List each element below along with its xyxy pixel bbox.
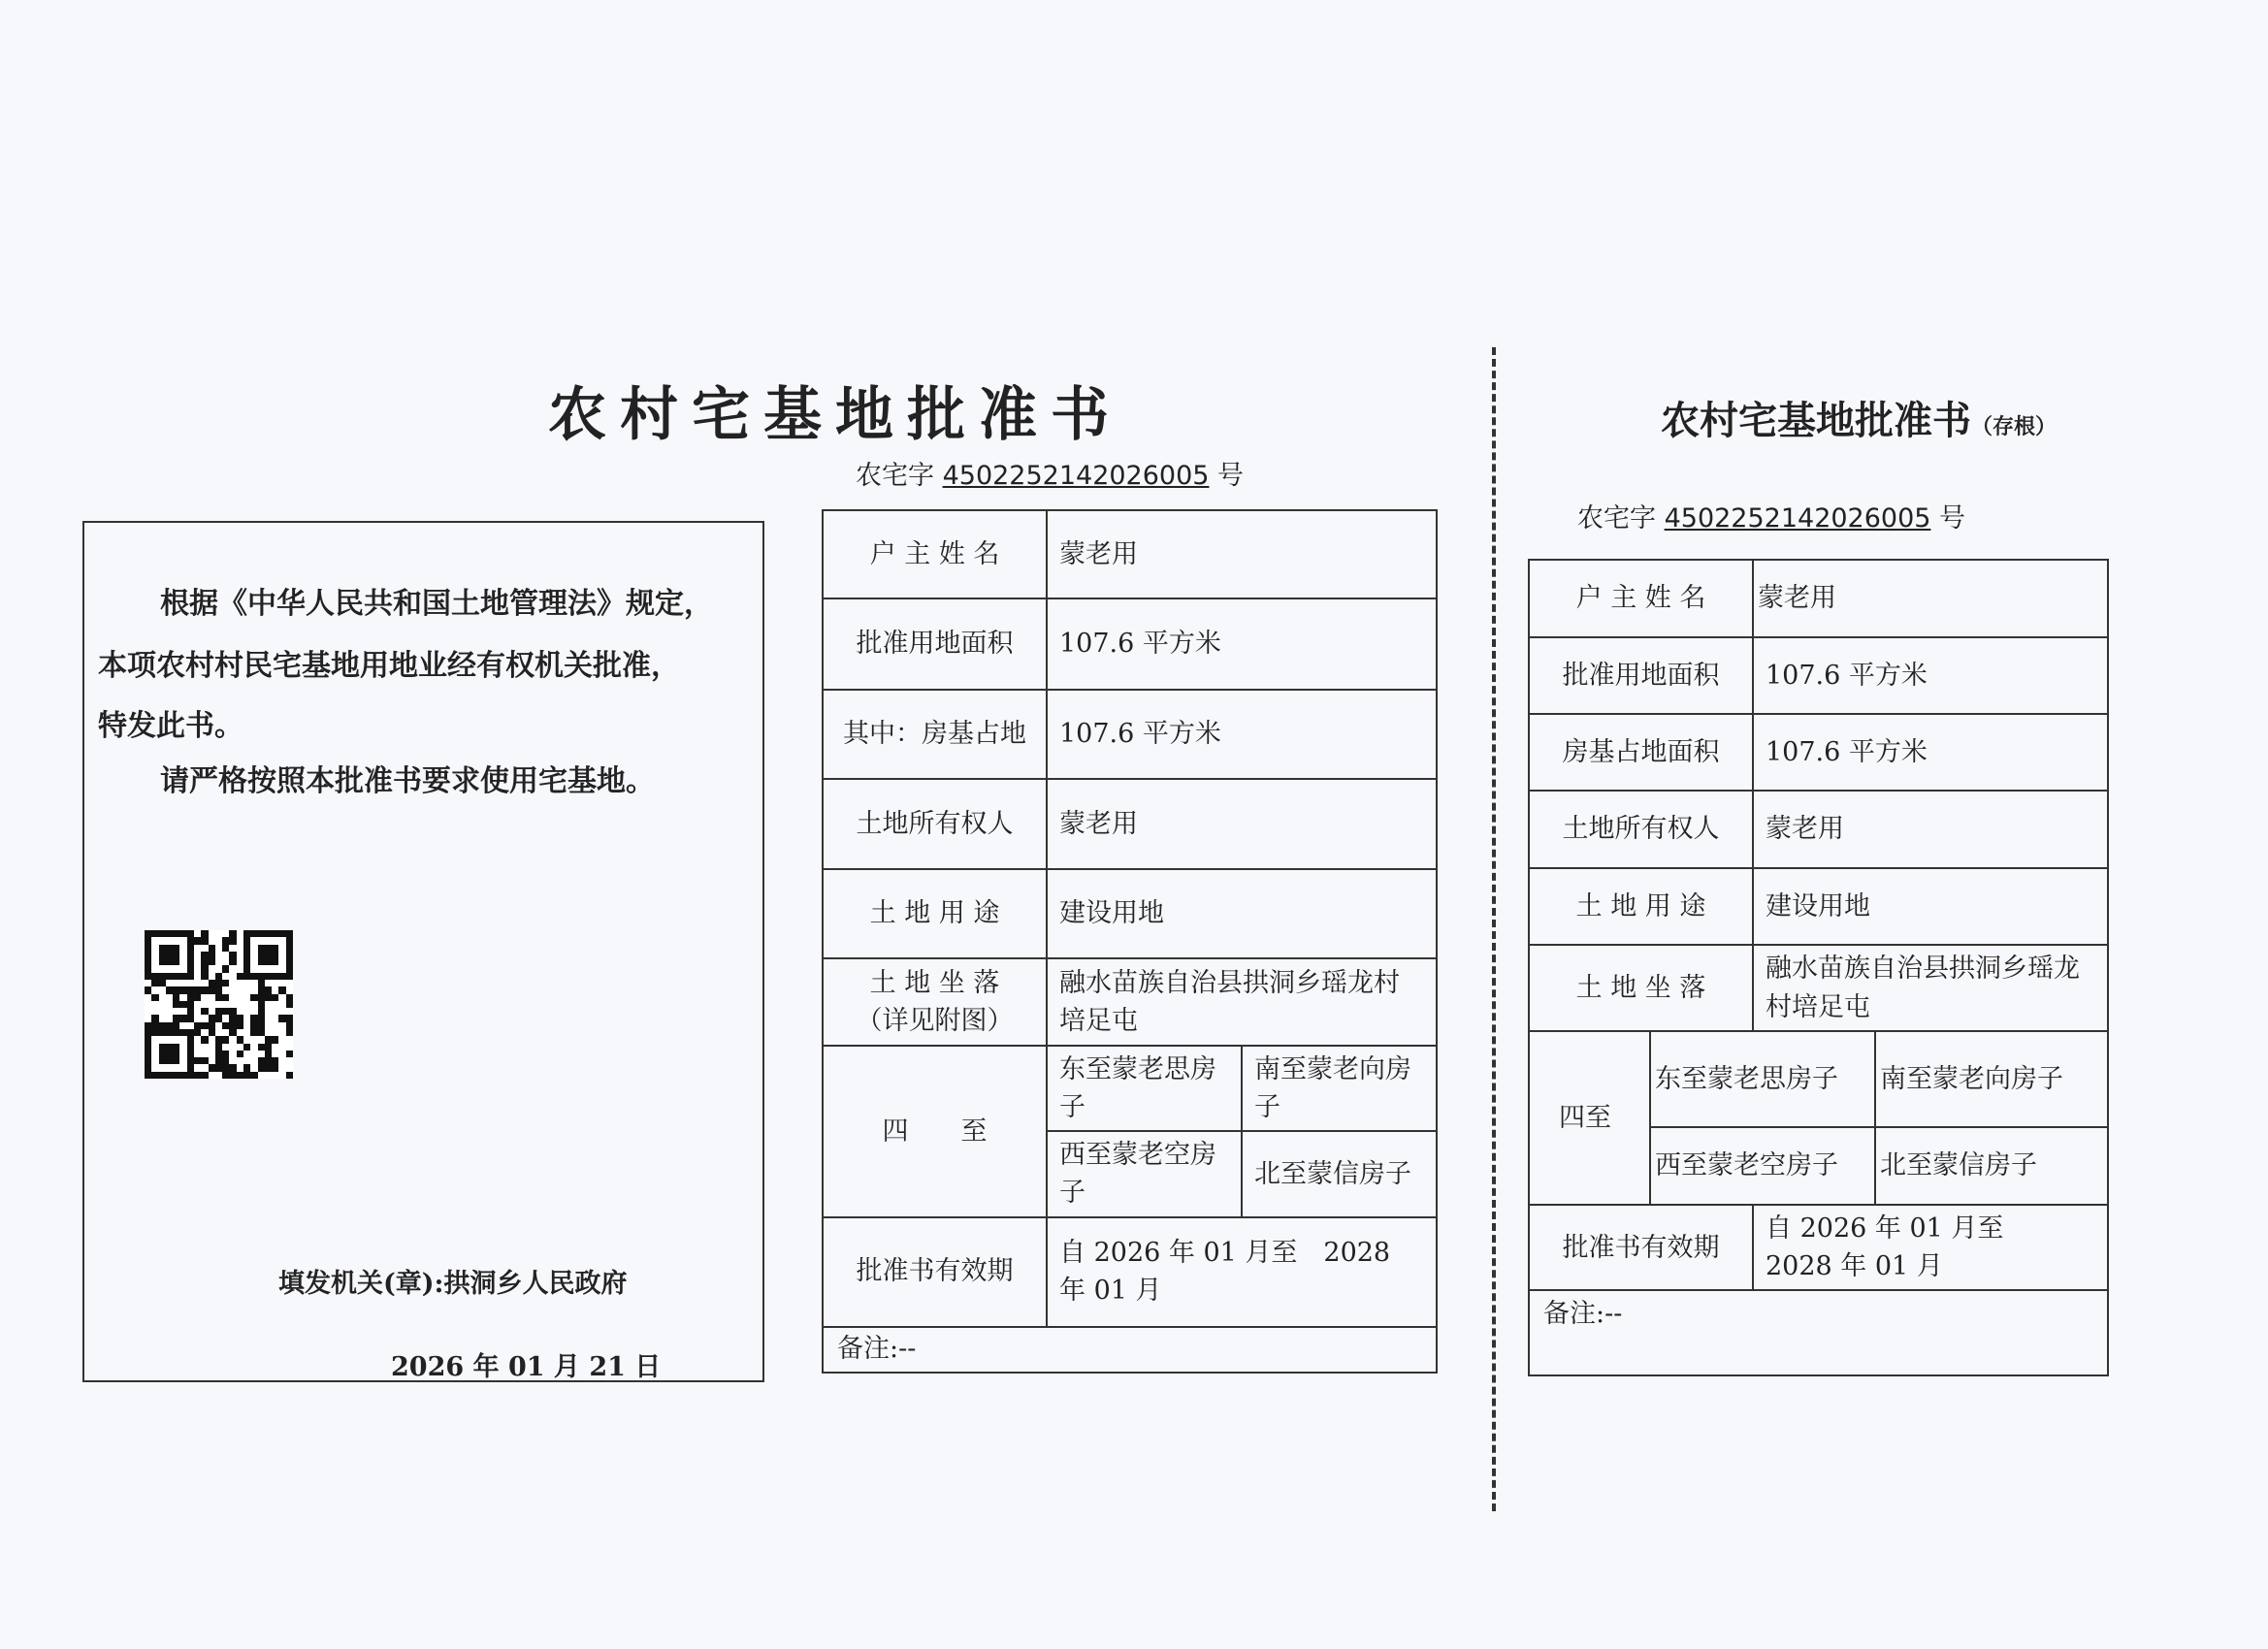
valid-label: 批准书有效期 — [1529, 1205, 1753, 1290]
base-label: 房基占地面积 — [1529, 714, 1753, 791]
stub-title-suffix: （存根） — [1971, 414, 2057, 439]
land-owner-value: 蒙老用 — [1047, 779, 1437, 869]
area-label: 批准用地面积 — [1529, 637, 1753, 714]
issuer: 填发机关(章):拱洞乡人民政府 — [278, 1269, 628, 1299]
valid-label: 批准书有效期 — [823, 1217, 1047, 1327]
area-value: 107.6 平方米 — [1047, 598, 1437, 690]
main-title: 农村宅基地批准书 — [548, 381, 1122, 449]
statement-line: 根据《中华人民共和国土地管理法》规定， — [160, 587, 713, 621]
location-label — [823, 958, 1047, 1046]
south-bound: 南至蒙老向房子 — [1242, 1046, 1437, 1131]
number-suffix: 号 — [1939, 503, 1966, 534]
main-number — [856, 454, 1244, 492]
base-label: 其中：房基占地 — [823, 690, 1047, 779]
stub-table — [1528, 559, 2109, 1376]
number-prefix: 农宅字 — [1577, 503, 1656, 534]
statement-line: 本项农村村民宅基地用地业经有权机关批准， — [98, 649, 680, 683]
bounds-label: 四至 — [1529, 1031, 1650, 1205]
remark: 备注:-- — [1529, 1290, 2108, 1375]
west-bound: 西至蒙老空房子 — [1650, 1127, 1875, 1205]
stub-title-text: 农村宅基地批准书 — [1661, 398, 1971, 443]
statement-line: 特发此书。 — [98, 709, 243, 743]
location-value: 融水苗族自治县拱洞乡瑶龙村培足屯 — [1047, 958, 1437, 1046]
owner-value: 蒙老用 — [1047, 510, 1437, 598]
base-value: 107.6 平方米 — [1753, 714, 2108, 791]
land-owner-label: 土地所有权人 — [1529, 791, 1753, 868]
cut-line — [1492, 347, 1496, 1511]
east-bound: 东至蒙老思房子 — [1047, 1046, 1242, 1131]
number-prefix: 农宅字 — [856, 461, 934, 491]
location-label-sub: （详见附图） — [856, 1006, 1014, 1036]
use-value: 建设用地 — [1047, 869, 1437, 958]
area-label: 批准用地面积 — [823, 598, 1047, 690]
valid-value: 自 2026 年 01 月至 2028 年 01 月 — [1753, 1205, 2108, 1290]
use-value: 建设用地 — [1753, 868, 2108, 945]
north-bound: 北至蒙信房子 — [1242, 1131, 1437, 1216]
remark: 备注:-- — [823, 1327, 1437, 1373]
certificate-number: 4502252142026005 — [942, 461, 1210, 491]
location-label: 土 地 坐 落 — [1529, 945, 1753, 1031]
owner-label: 户 主 姓 名 — [823, 510, 1047, 598]
area-value: 107.6 平方米 — [1753, 637, 2108, 714]
west-bound: 西至蒙老空房子 — [1047, 1131, 1242, 1216]
certificate-number: 4502252142026005 — [1664, 503, 1931, 534]
south-bound: 南至蒙老向房子 — [1875, 1031, 2108, 1127]
statement-line: 请严格按照本批准书要求使用宅基地。 — [160, 764, 655, 798]
location-label-text: 土 地 坐 落 — [869, 967, 1000, 998]
valid-value: 自 2026 年 01 月至 2028 年 01 月 — [1047, 1217, 1437, 1327]
stub-title — [1661, 390, 2057, 445]
location-value: 融水苗族自治县拱洞乡瑶龙村培足屯 — [1753, 945, 2108, 1031]
stub-number — [1577, 497, 1965, 534]
use-label: 土 地 用 途 — [1529, 868, 1753, 945]
statement-box — [82, 521, 764, 1382]
east-bound: 东至蒙老思房子 — [1650, 1031, 1875, 1127]
number-suffix: 号 — [1217, 461, 1245, 491]
qr-code — [145, 930, 293, 1079]
issue-date: 2026 年 01 月 21 日 — [391, 1352, 662, 1382]
owner-value: 蒙老用 — [1753, 560, 2108, 637]
north-bound: 北至蒙信房子 — [1875, 1127, 2108, 1205]
bounds-label: 四 至 — [823, 1046, 1047, 1217]
land-owner-value: 蒙老用 — [1753, 791, 2108, 868]
owner-label: 户 主 姓 名 — [1529, 560, 1753, 637]
land-owner-label: 土地所有权人 — [823, 779, 1047, 869]
main-table — [822, 509, 1438, 1374]
base-value: 107.6 平方米 — [1047, 690, 1437, 779]
use-label: 土 地 用 途 — [823, 869, 1047, 958]
